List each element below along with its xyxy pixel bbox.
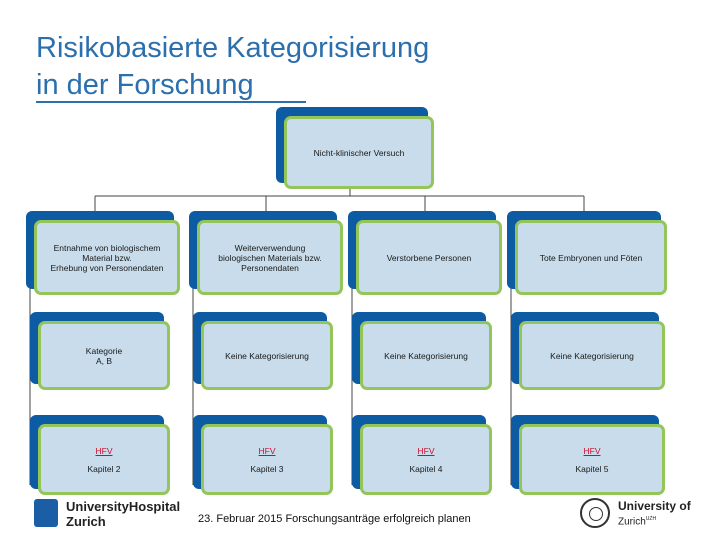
root-node [276,107,434,189]
uzh-seal-icon [580,498,610,528]
category-node-4 [507,211,667,295]
category-node-1 [26,211,180,295]
university-of-zurich-logo [580,496,710,532]
reference-4-law[interactable]: HFV [583,445,601,456]
reference-2-law[interactable]: HFV [258,445,276,456]
root-node-label: Nicht-klinischer Versuch [313,147,405,158]
classification-2-line-1: Keine Kategorisierung [225,350,309,361]
category-4-line-1: Tote Embryonen und Föten [539,252,643,263]
reference-node-4 [511,415,665,495]
category-2-line-2: biologischen Materials bzw. [218,252,322,263]
category-2-line-1: Weiterverwendung [234,242,306,253]
category-2-line-3: Personendaten [241,262,299,273]
university-hospital-logo [34,497,194,531]
reference-1-law[interactable]: HFV [95,445,113,456]
category-node-3 [348,211,502,295]
hospital-logo-line-1: UniversityHospital [66,499,181,514]
reference-node-2 [193,415,333,495]
classification-node-4 [511,312,665,390]
classification-node-3 [352,312,492,390]
hospital-logo-icon [34,499,58,527]
reference-node-1 [30,415,170,495]
uzh-logo-city: Zurich [618,516,646,528]
category-1-line-3: Erhebung von Personendaten [50,262,164,273]
reference-4-chapter: Kapitel 5 [575,463,609,474]
reference-node-3 [352,415,492,495]
classification-1-line-2: A, B [95,355,113,366]
uzh-logo-line-1: University of [618,499,691,513]
uzh-logo-mark: UZH [645,516,657,522]
category-3-line-1: Verstorbene Personen [386,252,472,263]
classification-node-2 [193,312,333,390]
title-line-1: Risikobasierte Kategorisierung [36,32,430,64]
category-1-line-1: Entnahme von biologischem [53,242,161,253]
reference-3-law[interactable]: HFV [417,445,435,456]
category-1-line-2: Material bzw. [82,252,132,263]
classification-node-1 [30,312,170,390]
classification-4-line-1: Keine Kategorisierung [550,350,634,361]
reference-1-chapter: Kapitel 2 [87,463,121,474]
category-node-2 [189,211,343,295]
title-line-2: in der Forschung [36,69,254,101]
footer-caption: 23. Februar 2015 Forschungsanträge erfolgreich planen [198,513,471,525]
reference-3-chapter: Kapitel 4 [409,463,443,474]
uzh-logo-line-2 [618,513,691,528]
reference-2-chapter: Kapitel 3 [250,463,284,474]
classification-1-line-1: Kategorie [85,345,123,356]
classification-3-line-1: Keine Kategorisierung [384,350,468,361]
hospital-logo-line-2: Zurich [66,514,106,529]
